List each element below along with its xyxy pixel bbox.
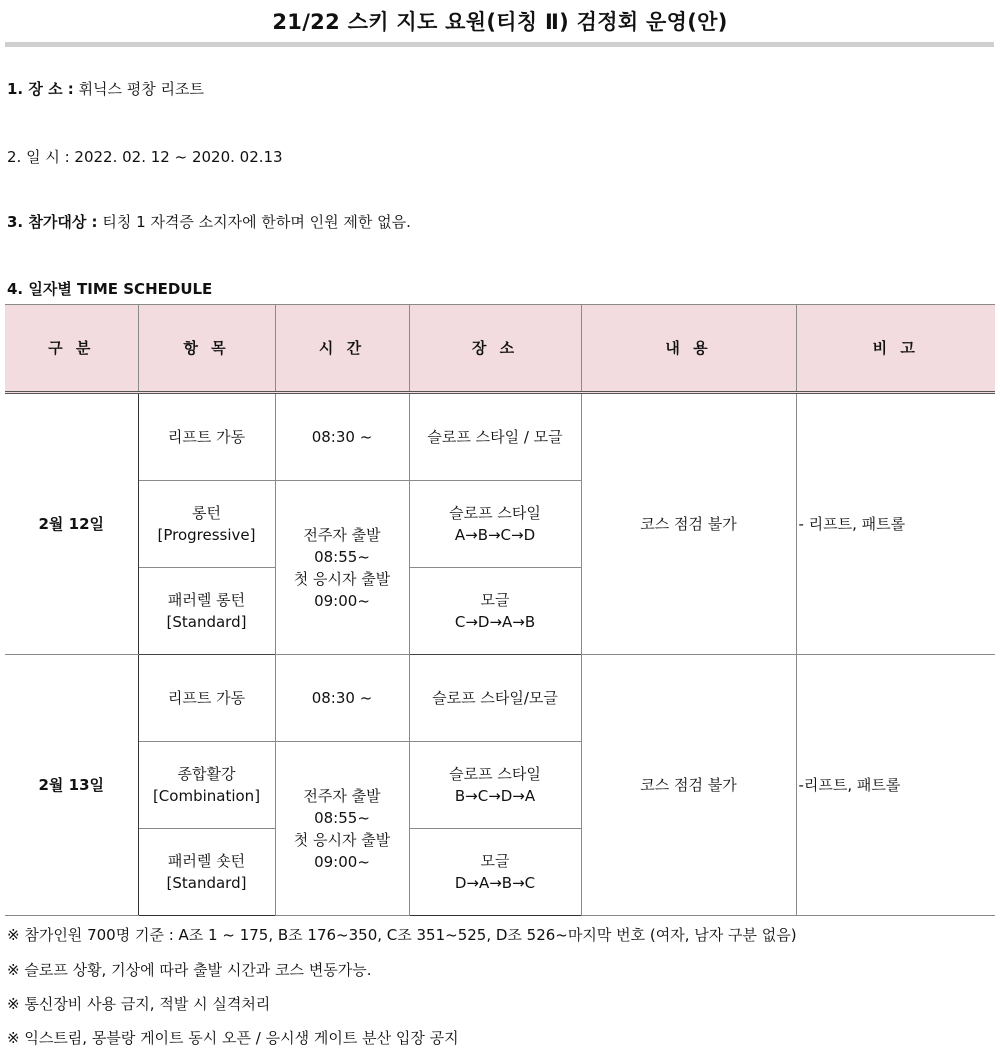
- place-cell: 모글 C→D→A→B: [409, 568, 581, 655]
- header-category: 구 분: [5, 305, 138, 393]
- header-note: 비 고: [796, 305, 995, 393]
- target-label: 3. 참가대상 :: [7, 213, 98, 231]
- place-label: 1. 장 소 :: [7, 80, 74, 98]
- item-cell: 종합활강 [Combination]: [138, 742, 275, 829]
- table-row: [5, 393, 995, 481]
- place-line: [7, 78, 204, 99]
- content-cell: 코스 점검 불가: [581, 655, 796, 916]
- item-cell: 리프트 가동: [138, 655, 275, 742]
- item-cell: 패러렐 롱턴 [Standard]: [138, 568, 275, 655]
- footnote: ※ 슬로프 상황, 기상에 따라 출발 시간과 코스 변동가능.: [7, 961, 372, 979]
- title-divider: [5, 42, 994, 47]
- table-row: [5, 655, 995, 742]
- schedule-table: [5, 304, 995, 916]
- content-cell: 코스 점검 불가: [581, 393, 796, 655]
- time-cell: 08:30 ~: [275, 655, 409, 742]
- note-cell: - 리프트, 패트롤: [796, 393, 995, 655]
- time-cell: 전주자 출발 08:55~ 첫 응시자 출발 09:00~: [275, 481, 409, 655]
- item-cell: 롱턴 [Progressive]: [138, 481, 275, 568]
- day-cell: 2월 13일: [5, 655, 138, 916]
- day-cell: 2월 12일: [5, 393, 138, 655]
- place-value: 휘닉스 평창 리조트: [78, 80, 205, 98]
- footnote: ※ 익스트림, 몽블랑 게이트 동시 오픈 / 응시생 게이트 분산 입장 공지: [7, 1029, 459, 1047]
- place-cell: 모글 D→A→B→C: [409, 829, 581, 916]
- target-line: [7, 211, 411, 232]
- header-item: 항 목: [138, 305, 275, 393]
- item-cell: 패러렐 숏턴 [Standard]: [138, 829, 275, 916]
- time-cell: 08:30 ~: [275, 393, 409, 481]
- place-cell: 슬로프 스타일 A→B→C→D: [409, 481, 581, 568]
- header-time: 시 간: [275, 305, 409, 393]
- schedule-heading: 4. 일자별 TIME SCHEDULE: [7, 280, 213, 298]
- footnote: ※ 참가인원 700명 기준 : A조 1 ~ 175, B조 176~350, C조 351~525, D조 526~마지막 번호 (여자, 남자 구분 없음): [7, 926, 797, 944]
- place-cell: 슬로프 스타일/모글: [409, 655, 581, 742]
- target-value: 티칭 1 자격증 소지자에 한하며 인원 제한 없음.: [102, 213, 411, 231]
- time-cell: 전주자 출발 08:55~ 첫 응시자 출발 09:00~: [275, 742, 409, 916]
- header-content: 내 용: [581, 305, 796, 393]
- header-place: 장 소: [409, 305, 581, 393]
- footnote: ※ 통신장비 사용 금지, 적발 시 실격처리: [7, 995, 271, 1013]
- item-cell: 리프트 가동: [138, 393, 275, 481]
- note-cell: -리프트, 패트롤: [796, 655, 995, 916]
- place-cell: 슬로프 스타일 B→C→D→A: [409, 742, 581, 829]
- table-header-row: [5, 305, 995, 393]
- date-line: 2. 일 시 : 2022. 02. 12 ~ 2020. 02.13: [7, 148, 283, 166]
- place-cell: 슬로프 스타일 / 모글: [409, 393, 581, 481]
- document-title: 21/22 스키 지도 요원(티칭 Ⅱ) 검정회 운영(안): [272, 10, 728, 34]
